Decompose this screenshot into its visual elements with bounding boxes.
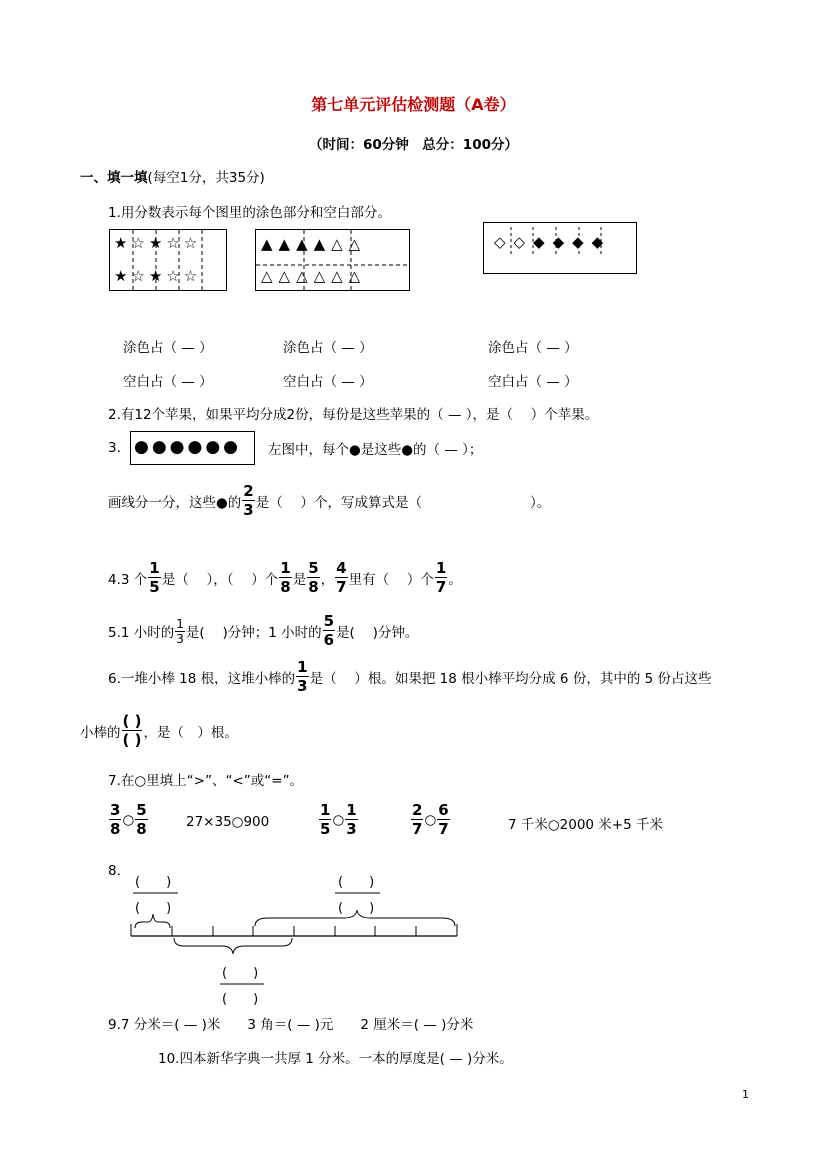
page-subtitle: （时间：60分钟 总分：100分）	[309, 137, 518, 153]
q7-c1-right: $\frac{5}{8}$	[136, 801, 147, 838]
triangles-row-bottom: △△△△△△	[261, 267, 367, 285]
diamonds-row: ◇◇◆◆◆◆	[494, 233, 612, 251]
stars-row-top: ★☆★☆☆	[114, 234, 202, 252]
fig2-shaded-label: 涂色占（ — ）	[283, 340, 373, 356]
q7-c3-left: $\frac{1}{5}$	[320, 801, 331, 838]
q5-frac2: $\frac{5}{6}$	[323, 612, 335, 649]
q1-text: 1.用分数表示每个图里的涂色部分和空白部分。	[108, 205, 391, 221]
q8-blank-right-bottom: ( )	[338, 901, 375, 916]
q4-frac2: $\frac{1}{8}$	[280, 559, 291, 596]
q8-blank-right-top: ( )	[338, 875, 375, 890]
q8-blank-middle-top: ( )	[222, 966, 259, 981]
q3-text-b1: 画线分一分，这些●的	[108, 495, 242, 511]
q6-part3: 小棒的	[80, 725, 121, 741]
q5-part2: 是( )分钟；1 小时的	[185, 625, 322, 641]
q7-c3-circle: ○	[332, 812, 345, 828]
q7-c4-circle: ○	[424, 812, 437, 828]
section-note: (每空1分，共35分)	[147, 170, 265, 186]
q3-fraction: $\frac{2}{3}$	[243, 482, 254, 519]
q3-text-b2: 是（ ）个，写成算式是（ ）。	[255, 495, 551, 511]
q6-part1: 6.一堆小棒 18 根，这堆小棒的	[108, 671, 296, 687]
page-number: 1	[742, 1088, 749, 1101]
q7-compare-2: 27×35○900	[186, 814, 270, 830]
q4-frac5: $\frac{1}{7}$	[435, 559, 447, 596]
q7-compare-5: 7 千米○2000 米+5 千米	[508, 817, 663, 833]
page-title: 第七单元评估检测题（A卷）	[311, 95, 516, 114]
q4-part2: 是（ ），（ ）个	[161, 572, 279, 588]
q6-frac2: $\frac{( )}{( )}$	[122, 712, 142, 749]
q4-part4: ，	[320, 572, 335, 588]
q4-frac3: $\frac{5}{8}$	[308, 559, 319, 596]
q3-dots: ●●●●●●	[134, 437, 242, 457]
q5-frac1: 1 3	[176, 616, 184, 646]
q7-c3-right: $\frac{1}{3}$	[346, 801, 357, 838]
q4-part6: 。	[448, 572, 462, 588]
q2-text: 2.有12个苹果，如果平均分成2份，每份是这些苹果的（ — ），是（ ）个苹果。	[108, 407, 599, 423]
q5-part3: 是( )分钟。	[336, 625, 419, 641]
q4-part5: 里有（ ）个	[348, 572, 434, 588]
q9-text: 9.7 分米＝( — )米 3 角＝( — )元 2 厘米＝( — )分米	[108, 1017, 474, 1033]
q6-part4: ，是（ ）根。	[143, 725, 238, 741]
stars-row-bottom: ★☆★☆☆	[114, 267, 202, 285]
q8-blank-middle-bottom: ( )	[222, 992, 259, 1007]
q4-part3: 是	[292, 572, 307, 588]
fig3-shaded-label: 涂色占（ — ）	[488, 340, 578, 356]
fig2-blank-label: 空白占（ — ）	[283, 374, 373, 390]
q7-text: 7.在○里填上“>”、“<”或“=”。	[108, 773, 304, 789]
fig3-blank-label: 空白占（ — ）	[488, 374, 578, 390]
q7-c4-left: $\frac{2}{7}$	[412, 801, 423, 838]
q7-c4-right: $\frac{6}{7}$	[438, 801, 449, 838]
q6-frac1: $\frac{1}{3}$	[297, 658, 308, 695]
q3-text-a: 左图中，每个●是这些●的（ — ）；	[268, 442, 483, 458]
q3-number: 3.	[108, 440, 121, 456]
q8-number: 8.	[108, 863, 121, 879]
q8-blank-left-bottom: ( )	[135, 901, 172, 916]
q7-c1-left: $\frac{3}{8}$	[110, 801, 121, 838]
q5-part1: 5.1 小时的	[108, 625, 175, 641]
triangles-row-top: ▲▲▲▲△△	[261, 235, 367, 253]
fig1-blank-label: 空白占（ — ）	[123, 374, 213, 390]
q7-c1-circle: ○	[122, 812, 135, 828]
q10-text: 10.四本新华字典一共厚 1 分米。一本的厚度是( — )分米。	[158, 1051, 513, 1067]
q4-frac4: $\frac{4}{7}$	[336, 559, 347, 596]
q6-part2: 是（ ）根。如果把 18 根小棒平均分成 6 份，其中的 5 份占这些	[309, 671, 712, 687]
q8-blank-left-top: ( )	[135, 875, 172, 890]
q4-part1: 4.3 个	[108, 572, 148, 588]
section-title: 一、填一填	[80, 170, 148, 186]
fig1-shaded-label: 涂色占（ — ）	[123, 340, 213, 356]
q4-frac1: $\frac{1}{5}$	[149, 559, 160, 596]
